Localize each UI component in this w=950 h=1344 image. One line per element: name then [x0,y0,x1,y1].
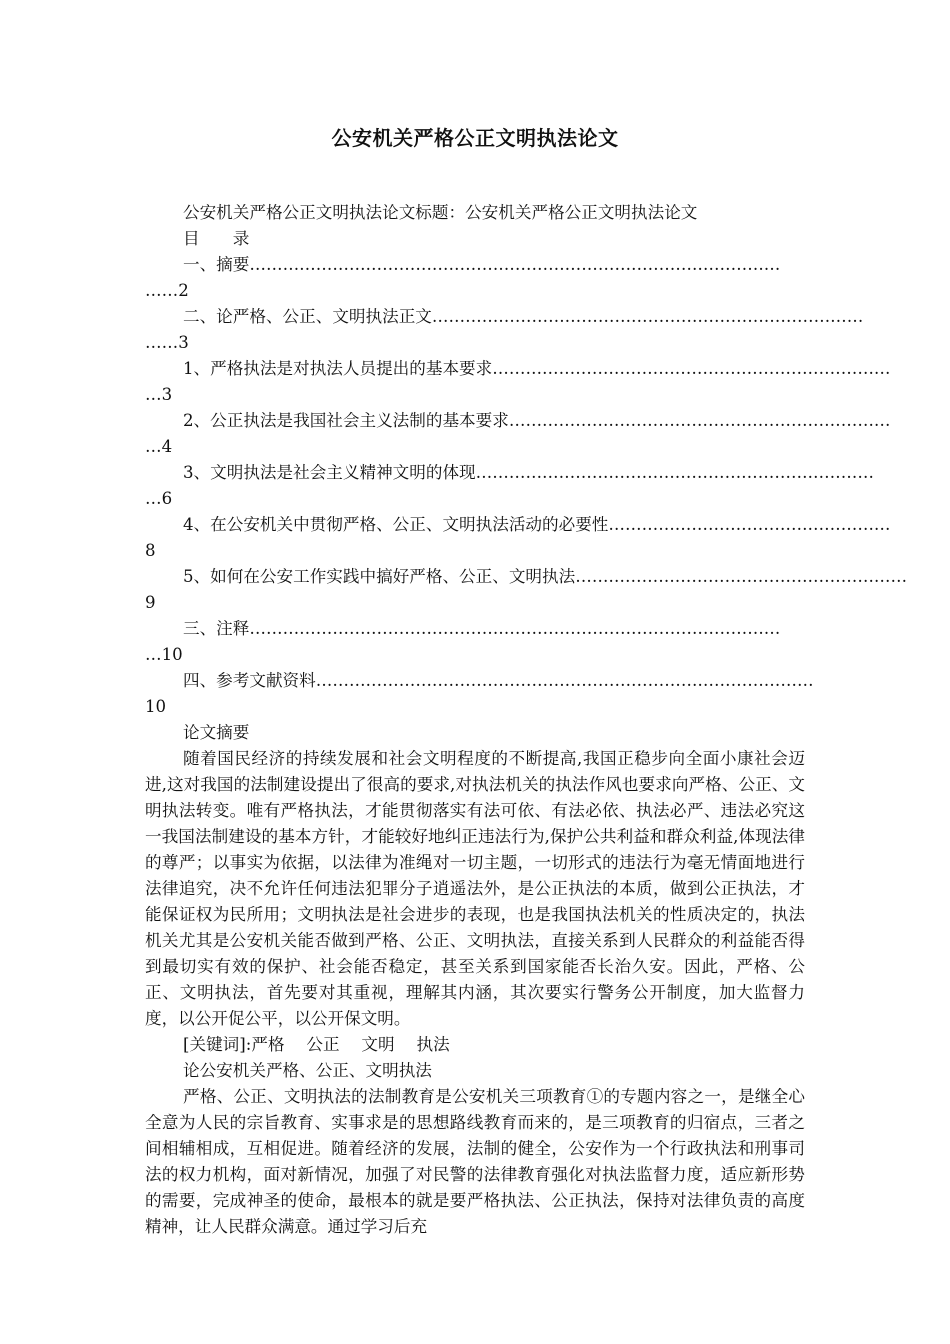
toc-entry-label: 3、文明执法是社会主义精神文明的体现 [183,463,476,482]
toc-entry-leader: …………………………………………………………… [508,411,891,430]
toc-entry-page: …3 [145,385,173,404]
toc-entry [145,512,891,564]
intro-line: 公安机关严格公正文明执法论文标题：公安机关严格公正文明执法论文 [183,203,698,222]
toc-entry-page: …10 [145,645,183,664]
toc-entry-label: 四、参考文献资料 [183,671,316,690]
toc-entry [145,668,814,720]
abstract-heading: 论文摘要 [183,723,250,742]
toc-entry [145,356,891,408]
toc-entry-label: 一、摘要 [183,255,250,274]
section-paragraph: 严格、公正、文明执法的法制教育是公安机关三项教育①的专题内容之一，是继全心全意为人民的宗旨教育、实事求是的思想路线教育而来的，是三项教育的归宿点，三者之间相辅相成，互相促进。随着经济的发展，法制的健全，公安作为一个行政执法和刑事司法的权力机构，面对新情况，加强了对民警的法律教育强化对执法监督力度，适应新形势的需要，完成神圣的使命，最根本的就是要严格执法、公正执法，保持对法律负责的高度精神，让人民群众满意。通过学习后充 [145,1087,805,1236]
toc-entry-leader: …………………………………………………………………………………… [249,255,781,274]
toc-entry-page: ……3 [145,333,189,352]
toc-entry-leader: ……………………………………………………………… [475,463,874,482]
toc-entry-page: 9 [145,593,156,612]
toc-entry [145,304,864,356]
toc-entry [145,460,874,512]
toc-entry-leader: ……………………………………………………………… [492,359,891,378]
toc-entry-page: ……2 [145,281,189,300]
toc-entry-leader: …………………………………………………………………… [431,307,864,326]
toc-entry-leader: …………………………………………………… [575,567,908,586]
toc-entry [145,408,891,460]
toc-heading: 目 录 [183,229,250,248]
table-of-contents [145,252,908,720]
document-body [145,200,908,1240]
toc-entry-page: 10 [145,697,167,716]
toc-entry-label: 2、公正执法是我国社会主义法制的基本要求 [183,411,509,430]
abstract-paragraph: 随着国民经济的持续发展和社会文明程度的不断提高,我国正稳步向全面小康社会迈进,这对我国的法制建设提出了很高的要求,对执法机关的执法作风也要求向严格、公正、文明执法转变。唯有严格执法，才能贯彻落实有法可依、有法必依、执法必严、违法必究这一我国法制建设的基本方针，才能较好地纠正违法行为,保护公共利益和群众利益,体现法律的尊严；以事实为依据，以法律为准绳对一切主题，一切形式的违法行为毫无情面地进行法律追究，决不允许任何违法犯罪分子逍遥法外，是公正执法的本质，做到公正执法，才能保证权为民所用；文明执法是社会进步的表现，也是我国执法机关的性质决定的，执法机关尤其是公安机关能否做到严格、公正、文明执法，直接关系到人民群众的利益能否得到最切实有效的保护、社会能否稳定，甚至关系到国家能否长治久安。因此，严格、公正、文明执法，首先要对其重视，理解其内涵，其次要实行警务公开制度，加大监督力度，以公开促公平，以公开保文明。 [145,749,805,1028]
toc-entry-label: 三、注释 [183,619,250,638]
toc-entry [145,252,805,304]
toc-entry-page: 8 [145,541,156,560]
toc-entry-label: 1、严格执法是对执法人员提出的基本要求 [183,359,493,378]
toc-entry-page: …6 [145,489,173,508]
toc-entry-label: 二、论严格、公正、文明执法正文 [183,307,432,326]
document-title: 公安机关严格公正文明执法论文 [331,126,619,150]
toc-entry-leader: …………………………………………… [608,515,891,534]
toc-entry-leader: …………………………………………………………………………………… [249,619,781,638]
toc-entry-label: 5、如何在公安工作实践中搞好严格、公正、文明执法 [183,567,576,586]
toc-entry-leader: ……………………………………………………………………………… [315,671,814,690]
toc-entry-page: …4 [145,437,173,456]
toc-entry [145,616,805,668]
toc-entry-label: 4、在公安机关中贯彻严格、公正、文明执法活动的必要性 [183,515,609,534]
toc-entry [145,564,908,616]
section-heading: 论公安机关严格、公正、文明执法 [183,1061,432,1080]
keywords-line: [关键词]:严格 公正 文明 执法 [183,1035,450,1054]
